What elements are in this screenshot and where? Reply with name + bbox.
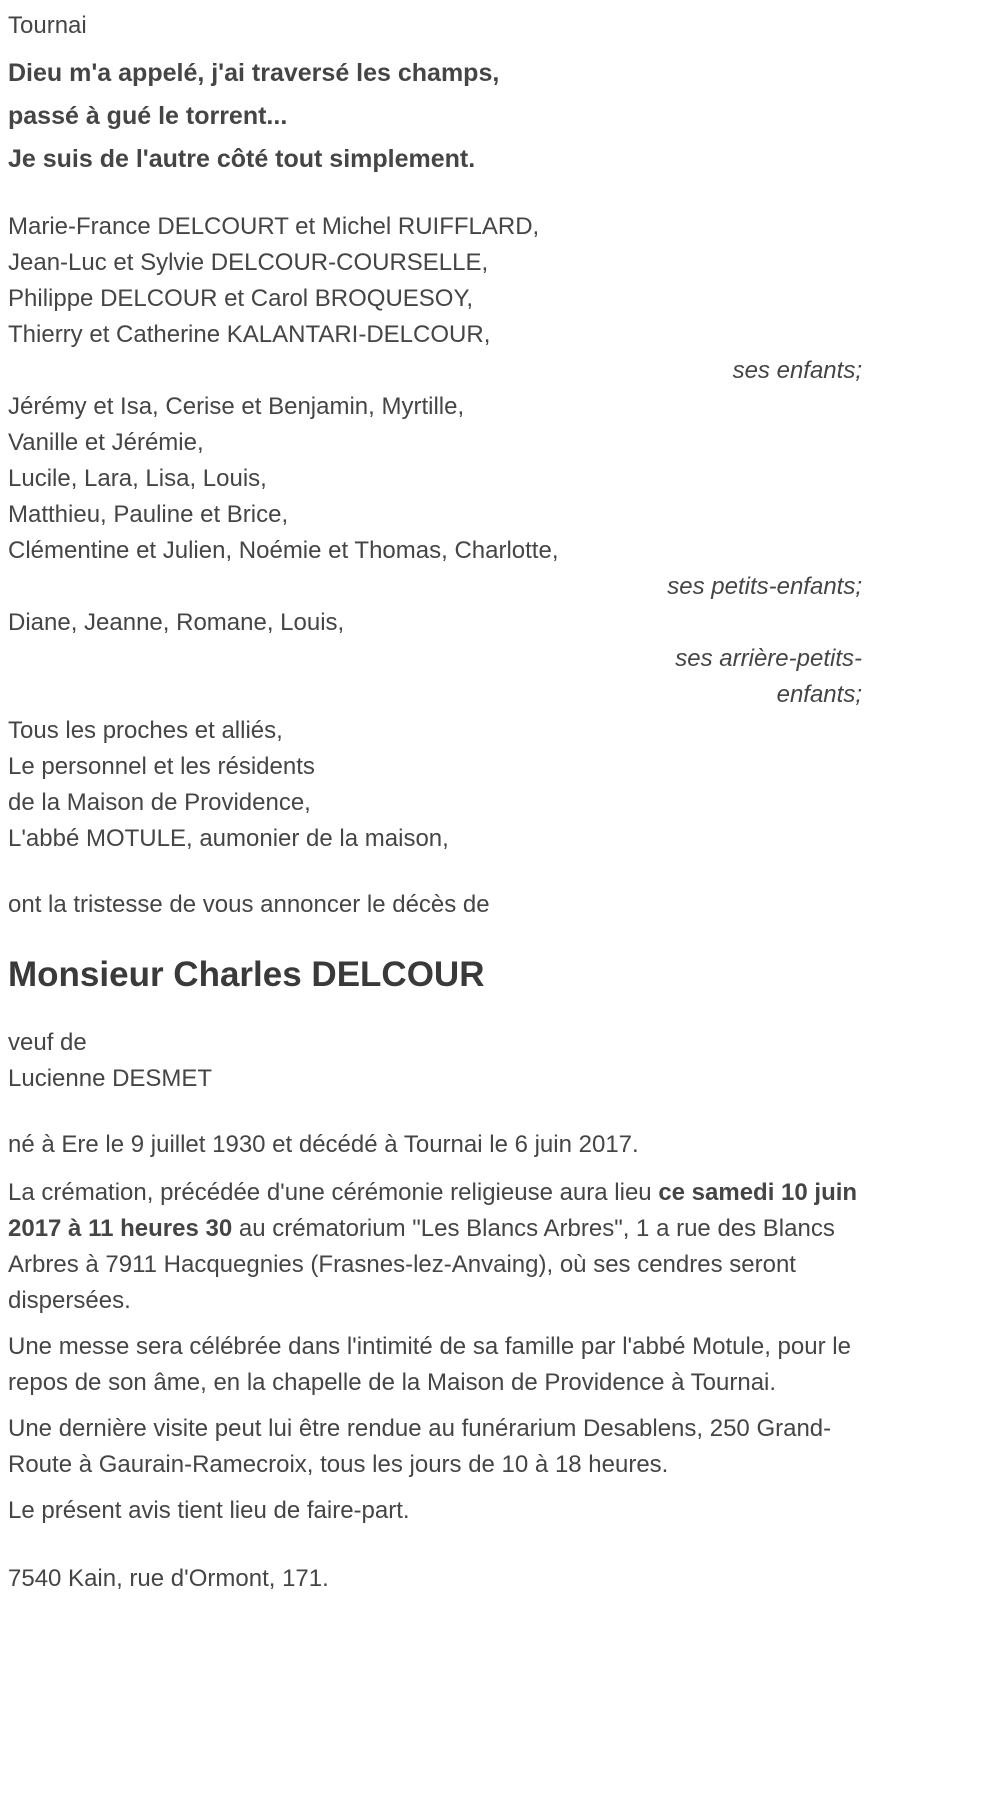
children-label: ses enfants; bbox=[732, 357, 862, 384]
grandchild-line: Jérémy et Isa, Cerise et Benjamin, Myrtille, bbox=[8, 393, 465, 420]
widower-line: veuf de bbox=[8, 1029, 87, 1056]
city-name: Tournai bbox=[8, 12, 87, 39]
grandchild-line: Clémentine et Julien, Noémie et Thomas, Charlotte, bbox=[8, 537, 559, 564]
relatives-block bbox=[8, 713, 862, 857]
cremation-date-bold: ce samedi 10 juin 2017 à 11 heures 30 bbox=[8, 1179, 858, 1242]
child-line: Philippe DELCOUR et Carol BROQUESOY, bbox=[8, 285, 474, 312]
child-line: Jean-Luc et Sylvie DELCOUR-COURSELLE, bbox=[8, 249, 489, 276]
epigraph bbox=[8, 52, 862, 181]
relative-line: de la Maison de Providence, bbox=[8, 789, 311, 816]
relative-line: Le personnel et les résidents bbox=[8, 753, 315, 780]
mass-paragraph: Une messe sera célébrée dans l'intimité de sa famille par l'abbé Motule, pour le repos de son âme, en la chapelle de la Maison de Providence à Tournai. bbox=[8, 1333, 851, 1396]
spouse-name: Lucienne DESMET bbox=[8, 1065, 213, 1092]
child-line: Thierry et Catherine KALANTARI-DELCOUR, bbox=[8, 321, 491, 348]
announcement-line: ont la tristesse de vous annoncer le décès de bbox=[8, 891, 490, 918]
cremation-text-end: au crématorium "Les Blancs Arbres", 1 a rue des Blancs Arbres à 7911 Hacquegnies (Frasnes-lez-Anvaing), où ses cendres seront dispersées. bbox=[8, 1215, 835, 1314]
relative-line: L'abbé MOTULE, aumonier de la maison, bbox=[8, 825, 449, 852]
notice-line: Le présent avis tient lieu de faire-part. bbox=[8, 1497, 410, 1524]
deceased-name: Monsieur Charles DELCOUR bbox=[8, 955, 485, 994]
great-grandchild-line: Diane, Jeanne, Romane, Louis, bbox=[8, 609, 345, 636]
grandchildren-block bbox=[8, 389, 862, 605]
widower-block bbox=[8, 1025, 862, 1097]
cremation-paragraph bbox=[8, 1175, 862, 1319]
grandchild-line: Matthieu, Pauline et Brice, bbox=[8, 501, 289, 528]
cremation-text-start: La crémation, précédée d'une cérémonie religieuse aura lieu bbox=[8, 1179, 659, 1206]
child-line: Marie-France DELCOURT et Michel RUIFFLARD, bbox=[8, 213, 540, 240]
grandchild-line: Lucile, Lara, Lisa, Louis, bbox=[8, 465, 267, 492]
epigraph-line: passé à gué le torrent... bbox=[8, 102, 288, 130]
epigraph-line: Dieu m'a appelé, j'ai traversé les champs, bbox=[8, 59, 500, 87]
address-line: 7540 Kain, rue d'Ormont, 171. bbox=[8, 1565, 329, 1592]
epigraph-line: Je suis de l'autre côté tout simplement. bbox=[8, 145, 476, 173]
visit-paragraph: Une dernière visite peut lui être rendue au funérarium Desablens, 250 Grand-Route à Gaurain-Ramecroix, tous les jours de 10 à 18 heures. bbox=[8, 1415, 832, 1478]
children-block bbox=[8, 209, 862, 389]
relative-line: Tous les proches et alliés, bbox=[8, 717, 283, 744]
grandchild-line: Vanille et Jérémie, bbox=[8, 429, 204, 456]
great-grandchildren-label: ses arrière-petits-enfants; bbox=[675, 645, 862, 708]
great-grandchildren-block bbox=[8, 605, 862, 713]
birth-death-line: né à Ere le 9 juillet 1930 et décédé à Tournai le 6 juin 2017. bbox=[8, 1131, 639, 1158]
grandchildren-label: ses petits-enfants; bbox=[667, 573, 862, 600]
